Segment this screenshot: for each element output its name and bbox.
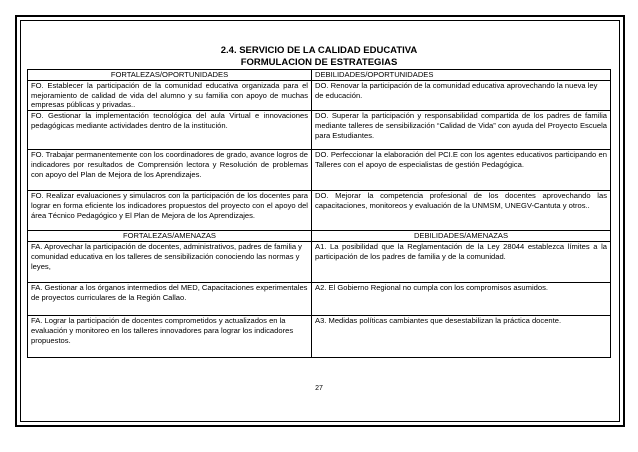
table-row: [28, 150, 611, 191]
table-row: [28, 315, 611, 357]
strategy-table: [27, 69, 611, 358]
fo-cell-1: FO. Establecer la participación de la comunidad educativa organizada para el mejoramiento de calidad de vida del alumno y su familia con apoyo de muchas empresas públicas y privadas..: [28, 80, 312, 110]
table-row: [28, 80, 611, 110]
da-cell-2: A2. El Gobierno Regional no cumpla con los compromisos asumidos.: [312, 282, 611, 315]
table-header-row: [28, 231, 611, 242]
table-row: [28, 241, 611, 282]
header-fo: FORTALEZAS/OPORTUNIDADES: [28, 70, 312, 81]
page-number: 27: [315, 385, 323, 392]
table-row: [28, 191, 611, 231]
header-da: DEBILIDADES/AMENAZAS: [312, 231, 611, 242]
fa-cell-3: FA. Lograr la participación de docentes comprometidos y actualizados en la evaluación y monitoreo en los talleres innovadores para lograr los indicadores propuestos.: [28, 315, 312, 357]
do-cell-1: DO. Renovar la participación de la comunidad educativa aprovechando la nueva ley de educación.: [312, 80, 611, 110]
header-do: DEBILIDADES/OPORTUNIDADES: [312, 70, 611, 81]
fo-cell-2: FO. Gestionar la implementación tecnológica del aula Virtual e innovaciones pedagógicas mediante actividades dentro de la institución.: [28, 111, 312, 150]
do-cell-4: DO. Mejorar la competencia profesional de los docentes aprovechando las capacitaciones, monitoreos y evaluación de la UNMSM, UNEGV-Cantuta y otros..: [312, 191, 611, 231]
fa-cell-2: FA. Gestionar a los órganos intermedios del MED, Capacitaciones experimentales de proyectos curriculares de la Región Callao.: [28, 282, 312, 315]
section-subtitle: FORMULACION DE ESTRATEGIAS: [240, 57, 398, 68]
fa-cell-1: FA. Aprovechar la participación de docentes, administrativos, padres de familia y comunidad educativa en los talleres de sensibilización conociendo las normas y leyes,: [28, 241, 312, 282]
section-title: 2.4. SERVICIO DE LA CALIDAD EDUCATIVA: [220, 45, 418, 56]
da-cell-1: A1. La posibilidad que la Reglamentación de la Ley 28044 establezca límites a la participación de los padres de familia y de la comunidad.: [312, 241, 611, 282]
table-header-row: [28, 70, 611, 81]
do-cell-3: DO. Perfeccionar la elaboración del PCI.E con los agentes educativos participando en Talleres con el apoyo de especialistas de gestión Pedagógica.: [312, 150, 611, 191]
do-cell-2: DO. Superar la participación y responsabilidad compartida de los padres de familia mediante talleres de sensibilización “Calidad de Vida” con ayuda del Proyecto Escuela para Estudiantes.: [312, 111, 611, 150]
da-cell-3: A3. Medidas políticas cambiantes que desestabilizan la práctica docente.: [312, 315, 611, 357]
header-fa: FORTALEZAS/AMENAZAS: [28, 231, 312, 242]
fo-cell-4: FO. Realizar evaluaciones y simulacros con la participación de los docentes para lograr en forma eficiente los indicadores propuestos del proyecto con el apoyo del área Técnico Pedagógico y El Plan de Mejora de los Aprendizajes.: [28, 191, 312, 231]
table-row: [28, 282, 611, 315]
fo-cell-3: FO. Trabajar permanentemente con los coordinadores de grado, avance logros de indicadores por resultados de Comprensión lectora y Resolución de problemas con apoyo del Plan de Mejora de los Aprendizajes.: [28, 150, 312, 191]
table-row: [28, 111, 611, 150]
